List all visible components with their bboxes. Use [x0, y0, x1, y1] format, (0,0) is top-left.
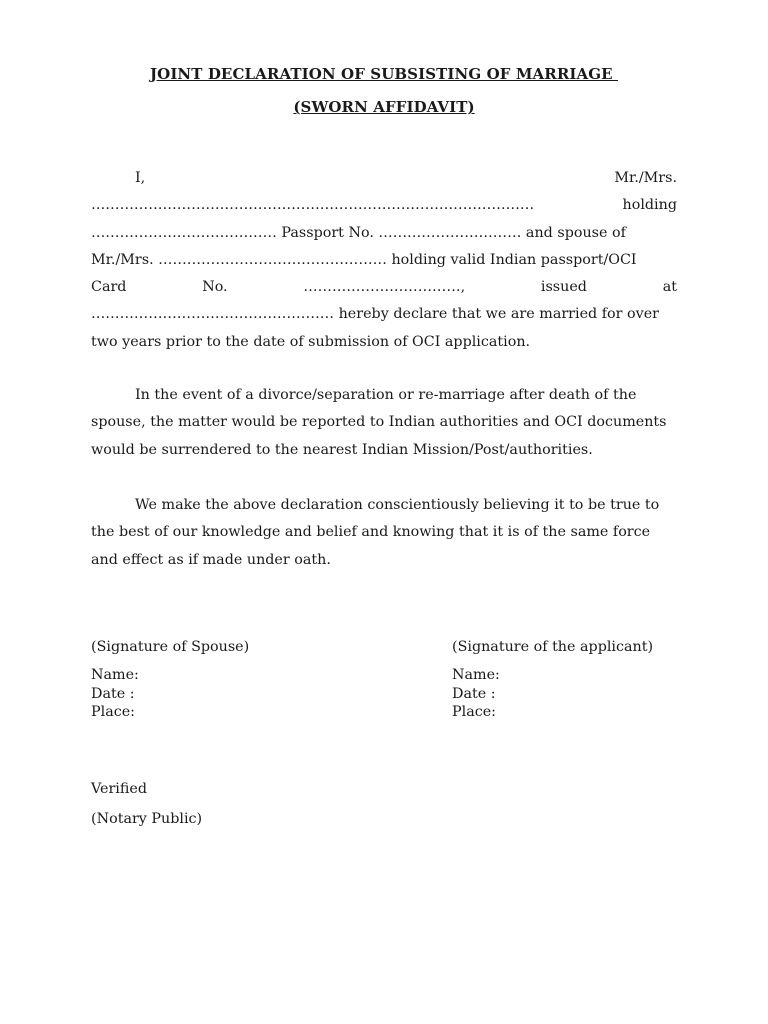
spouse-place-label: Place:	[91, 704, 136, 720]
text-fragment: issued	[540, 279, 587, 296]
paragraph-line	[91, 274, 677, 301]
paragraph-line: We make the above declaration conscientiously believing it to be true to	[135, 497, 660, 513]
text-fragment: No.	[202, 279, 228, 296]
oath-paragraph	[91, 492, 677, 574]
text-fragment: at	[662, 279, 677, 296]
paragraph-line	[91, 192, 677, 219]
spouse-signature-heading: (Signature of Spouse)	[91, 639, 250, 655]
paragraph-line	[91, 165, 677, 192]
applicant-date-label: Date :	[452, 685, 496, 702]
applicant-signature-block	[452, 638, 653, 722]
blank-line: …………………………………………………………………………………	[91, 197, 535, 214]
declaration-paragraph	[91, 165, 677, 356]
verified-label: Verified	[91, 781, 148, 797]
paragraph-line: ………………………………… Passport No. ………………………… and spouse of	[91, 224, 626, 241]
spouse-date-label: Date :	[91, 685, 135, 702]
paragraph-line: would be surrendered to the nearest Indian Mission/Post/authorities.	[91, 441, 593, 458]
text-fragment: Card	[91, 279, 127, 296]
spouse-signature-block	[91, 638, 249, 722]
text-fragment: holding	[622, 197, 677, 214]
document-subtitle: (SWORN AFFIDAVIT)	[293, 98, 475, 116]
paragraph-line: Mr./Mrs. ………………………………………… holding valid Indian passport/OCI	[91, 251, 637, 268]
paragraph-line: …………………………………………… hereby declare that we are married for over	[91, 306, 659, 323]
spouse-name-label: Name:	[91, 667, 139, 683]
blank-line: ……………………………,	[303, 279, 466, 296]
applicant-name-label: Name:	[452, 667, 500, 683]
paragraph-line: In the event of a divorce/separation or re-marriage after death of the	[135, 387, 637, 403]
text-fragment: Mr./Mrs.	[614, 170, 677, 186]
text-fragment: I,	[135, 170, 146, 186]
applicant-signature-heading: (Signature of the applicant)	[452, 639, 654, 655]
divorce-clause-paragraph	[91, 382, 677, 464]
paragraph-line: and effect as if made under oath.	[91, 551, 331, 568]
paragraph-line: the best of our knowledge and belief and knowing that it is of the same force	[91, 524, 651, 541]
notary-public-label: (Notary Public)	[91, 811, 203, 827]
document-title: JOINT DECLARATION OF SUBSISTING OF MARRIAGE	[149, 65, 619, 83]
applicant-place-label: Place:	[452, 704, 497, 720]
paragraph-line: spouse, the matter would be reported to Indian authorities and OCI documents	[91, 414, 667, 431]
paragraph-line: two years prior to the date of submission of OCI application.	[91, 333, 531, 350]
